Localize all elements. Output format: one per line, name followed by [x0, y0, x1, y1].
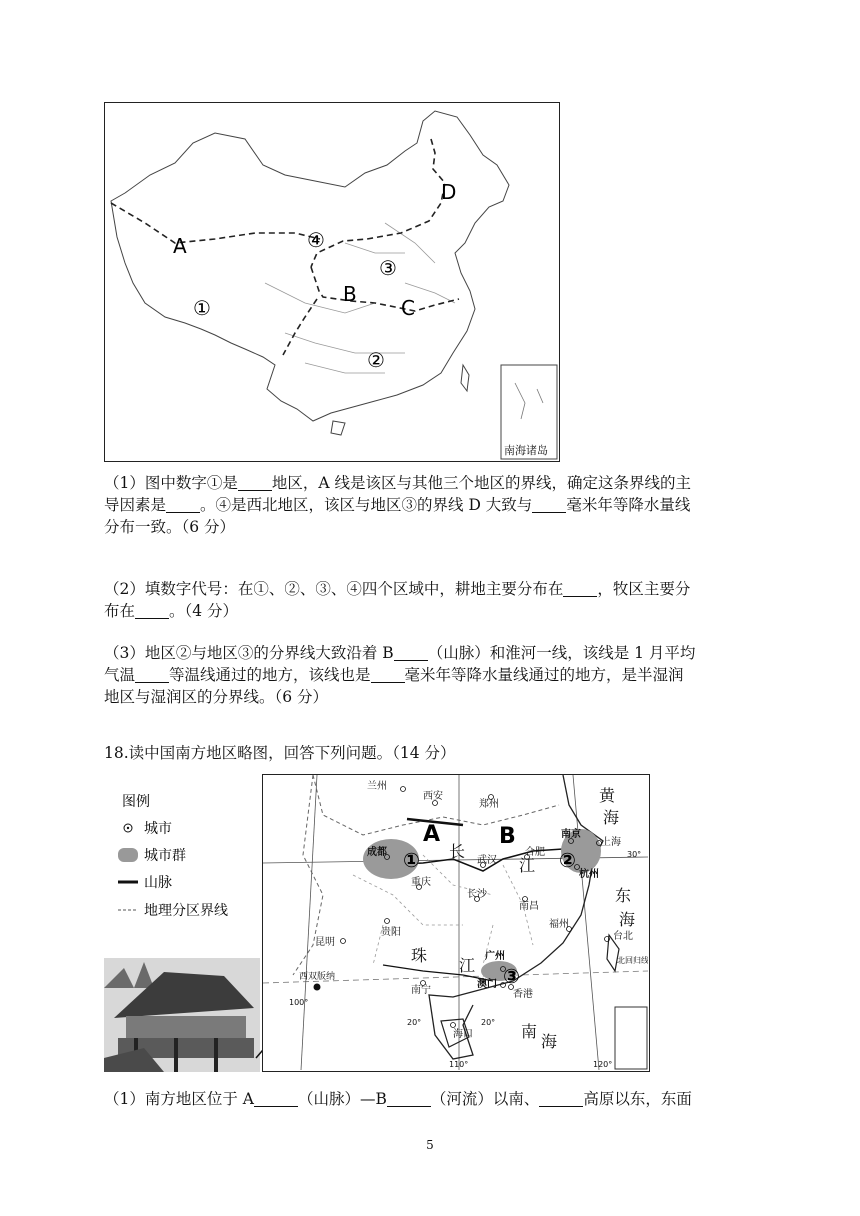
q1-text-3: 导因素是: [104, 496, 167, 514]
map1-label-B: B: [343, 282, 357, 306]
city-chengdu: 成都: [367, 847, 387, 858]
city-wuhan: 武汉: [477, 855, 497, 866]
coastline: [429, 775, 603, 1059]
line-D: [311, 139, 445, 267]
q3-text-6: 地区与湿润区的分界线。（6 分）: [104, 688, 329, 706]
q3-text-4: 等温线通过的地方，该线也是: [169, 666, 371, 684]
map2-num-1: ①: [403, 848, 420, 872]
cluster-symbol-icon: [118, 848, 138, 862]
city-shanghai: 上海: [601, 837, 621, 848]
sea-dong: 东: [615, 886, 632, 905]
province-lines: [265, 223, 455, 373]
page-number: 5: [426, 1138, 434, 1152]
question-18-1: [104, 1088, 764, 1110]
q18-1-blank-1[interactable]: [254, 1091, 298, 1107]
coord-lat20b: 20°: [481, 1018, 496, 1027]
south-china-map: [262, 774, 650, 1072]
coord-lon100: 100°: [289, 998, 309, 1007]
sea-hai1: 海: [603, 808, 620, 827]
lon-100-line: [301, 775, 317, 1070]
q1-text-6: 分布一致。（6 分）: [104, 518, 236, 536]
q18-1-text-4: 高原以东，东面: [583, 1090, 692, 1108]
stilt-house-photo: [104, 958, 260, 1072]
q3-blank-2[interactable]: [135, 667, 169, 683]
map2-label-B: B: [499, 824, 516, 849]
city-kunming: 昆明: [315, 937, 335, 948]
q3-text-3: 气温: [104, 666, 136, 684]
coord-lat30: 30°: [627, 850, 642, 859]
map1-label-A: A: [173, 234, 187, 258]
q3-blank-1[interactable]: [394, 645, 428, 661]
south-sea-inset-2: [615, 1007, 647, 1069]
city-hangzhou: 杭州: [579, 869, 599, 880]
q18-1-blank-3[interactable]: [539, 1091, 583, 1107]
coord-lon120: 120°: [593, 1060, 613, 1069]
photo-svg: [104, 958, 260, 1072]
city-lanzhou: 兰州: [367, 781, 387, 792]
river-jiang2: 江: [459, 956, 476, 975]
q1-text-4: 。④是西北地区，该区与地区③的界线 D 大致与: [200, 496, 533, 514]
inset-label: 南海诸岛: [504, 444, 548, 457]
city-hefei: 合肥: [525, 847, 545, 858]
legend-city: 城市: [144, 821, 172, 837]
map2-num-3: ③: [503, 964, 520, 988]
china-outline: [111, 111, 509, 421]
legend-mountain: 山脉: [144, 875, 172, 891]
map1-label-C: C: [401, 296, 415, 320]
legend-cluster: 城市群: [144, 848, 186, 864]
river-chang: 长: [449, 842, 466, 861]
sea-hai3: 海: [541, 1032, 558, 1051]
city-nanjing: 南京: [561, 829, 581, 840]
river-zhu: 珠: [411, 946, 428, 965]
hainan: [331, 421, 345, 435]
map1-region-3: ③: [379, 256, 397, 280]
q18-1-text-1: （1）南方地区位于 A: [104, 1090, 254, 1108]
q18-1-blank-2[interactable]: [387, 1091, 431, 1107]
q2-text-3: 布在: [104, 602, 136, 620]
coord-lon110: 110°: [449, 1060, 469, 1069]
q2-blank-1[interactable]: [563, 581, 597, 597]
question-3: [104, 642, 764, 708]
city-xianggang: 香港: [513, 989, 533, 1000]
city-nanchang: 南昌: [519, 901, 539, 912]
q1-text-5: 毫米年等降水量线: [566, 496, 691, 514]
line-A: [111, 203, 320, 243]
q3-text-5: 毫米年等降水量线通过的地方，是半湿润: [404, 666, 684, 684]
q18-1-text-2: （山脉）—B: [297, 1090, 387, 1108]
map1-region-4: ④: [307, 228, 325, 252]
tropic-label: 北回归线: [617, 956, 648, 965]
sea-nan: 南: [521, 1022, 538, 1041]
map1-region-1: ①: [193, 296, 211, 320]
q3-text-2: （山脉）和淮河一线，该线是 1 月平均: [427, 644, 696, 662]
city-haikou: 海口: [453, 1029, 473, 1040]
map-legend: [104, 790, 254, 950]
question-2: [104, 578, 764, 622]
q1-blank-1[interactable]: [238, 475, 272, 491]
xishuangbanna-dot: [314, 984, 321, 991]
south-china-svg: [263, 775, 648, 1070]
city-guiyang: 贵阳: [381, 927, 401, 938]
q2-blank-2[interactable]: [135, 603, 169, 619]
q18-1-text-3: （河流）以南、: [430, 1090, 540, 1108]
q1-text-1: （1）图中数字①是: [104, 474, 238, 492]
map2-label-A: A: [423, 822, 441, 847]
city-chongqing: 重庆: [411, 877, 431, 888]
city-fuzhou: 福州: [549, 919, 569, 930]
question-1: [104, 472, 764, 538]
legend-boundary: 地理分区界线: [144, 903, 228, 919]
map1-label-D: D: [441, 180, 457, 204]
china-regions-map: [104, 102, 560, 462]
city-guangzhou: 广州: [485, 951, 505, 962]
q3-text-1: （3）地区②与地区③的分界线大致沿着 B: [104, 644, 394, 662]
q2-text-2: ，牧区主要分: [597, 580, 691, 598]
legend-title: 图例: [122, 794, 150, 810]
q2-text-4: 。（4 分）: [169, 602, 239, 620]
city-taibei: 台北: [613, 931, 633, 942]
q2-text-1: （2）填数字代号：在①、②、③、④四个区域中，耕地主要分布在: [104, 580, 564, 598]
city-xishuangbanna: 西双版纳: [299, 972, 336, 982]
city-zhengzhou: 郑州: [479, 799, 499, 810]
city-changsha: 长沙: [467, 889, 487, 900]
sea-hai2: 海: [619, 910, 636, 929]
taiwan: [461, 365, 469, 391]
sea-huang: 黄: [599, 786, 616, 805]
q3-blank-3[interactable]: [371, 667, 405, 683]
city-xian: 西安: [423, 791, 443, 802]
legend-svg: [104, 790, 254, 950]
coord-lat20a: 20°: [407, 1018, 422, 1027]
q1-blank-2[interactable]: [166, 497, 200, 513]
river-jiang: 江: [519, 856, 536, 875]
line-west: [283, 299, 317, 355]
q1-text-2: 地区，A 线是该区与其他三个地区的界线，确定这条界线的主: [271, 474, 691, 492]
city-aomen: 澳门: [477, 979, 497, 990]
china-map-svg: [105, 103, 558, 460]
map1-region-2: ②: [367, 348, 385, 372]
question-18-title: 18.读中国南方地区略图，回答下列问题。（14 分）: [104, 744, 456, 762]
map2-num-2: ②: [559, 848, 576, 872]
city-nanning: 南宁: [411, 985, 431, 996]
q1-blank-3[interactable]: [532, 497, 566, 513]
